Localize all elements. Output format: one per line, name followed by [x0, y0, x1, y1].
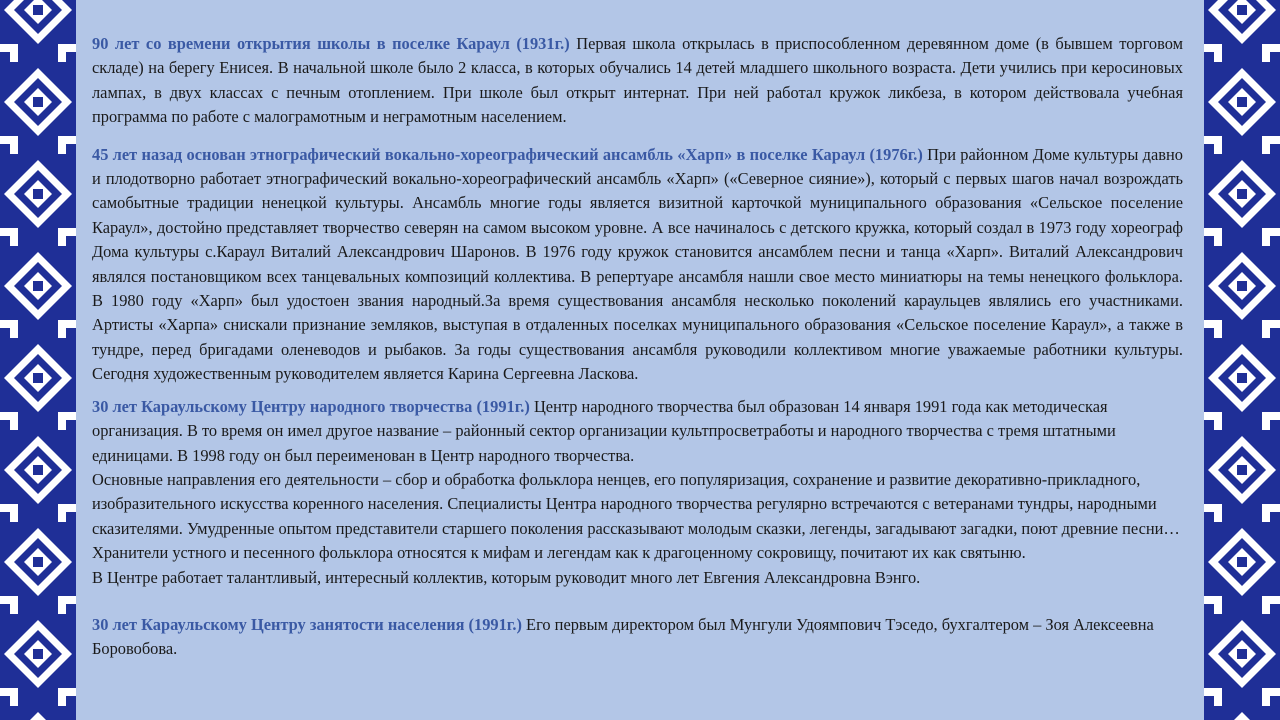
ornament-shape — [1262, 328, 1270, 338]
ornament-shape — [33, 189, 43, 199]
ornament-shape — [0, 504, 18, 512]
ornament-shape — [1262, 44, 1280, 52]
ornament-shape — [1204, 504, 1222, 512]
ornament-shape — [58, 52, 66, 62]
ornament-shape — [1262, 504, 1280, 512]
section-heading: 30 лет Караульскому Центру занятости населения (1991г.) — [92, 614, 522, 634]
ornament-shape — [1262, 412, 1280, 420]
section-text: При районном Доме культуры давно и плодотворно работает этнографический вокально-хореографический ансамбль «Харп» («Северное сияние»), который с первых шагов начал возрождать самобытные традиции ненецкой культуры. Ансамбль многие годы является визитной карточкой муниципального образования «Сельское поселение Караул», достойно представляет творчество северян на самом высоком уровне. А все начиналось с детского кружка, который создал в 1973 году хореограф Дома культуры с.Караул Виталий Александрович Шаронов. В 1976 году кружок становится ансамблем песни и танца «Харп». Виталий Александрович являлся постановщиком всех танцевальных композиций коллектива. В репертуаре ансамбля нашли свое место миниатюры на темы ненецкого фольклора. В 1980 году «Харп» был удостоен звания народный.За время существования ансамбля несколько поколений караульцев являлись его участниками. Артисты «Харпа» снискали признание земляков, выступая в отдаленных поселках муниципального образования «Сельское поселение Караул», а также в тундре, перед бригадами оленеводов и рыбаков. За годы существования ансамбля руководили коллективом многие уважаемые работники культуры. Сегодня художественным руководителем является Карина Сергеевна Ласкова. — [92, 144, 1183, 384]
ornament-shape — [0, 136, 18, 144]
section-text: Его первым директором был Мунгули Удоямпович Тэседо, бухгалтером – Зоя Алексеевна Боровобова. — [92, 614, 1154, 659]
section-heading: 90 лет со времени открытия школы в поселке Караул (1931г.) — [92, 34, 570, 53]
ornament-shape — [33, 465, 43, 475]
ornament-shape — [10, 512, 18, 522]
section-ensemble — [92, 143, 1183, 387]
ornament-shape — [0, 688, 18, 696]
ornament-shape — [1214, 144, 1222, 154]
ornament-shape — [1204, 596, 1222, 604]
ornament-shape — [1237, 465, 1247, 475]
ornament-shape — [58, 320, 76, 328]
ornament-shape — [58, 328, 66, 338]
ornament-shape — [1262, 512, 1270, 522]
ornament-shape — [1237, 97, 1247, 107]
ornament-shape — [10, 696, 18, 706]
nenets-ornament-icon — [0, 0, 76, 720]
ornament-shape — [10, 604, 18, 614]
ornament-shape — [1237, 557, 1247, 567]
ornament-shape — [1262, 688, 1280, 696]
ornament-shape — [58, 420, 66, 430]
ornament-shape — [1204, 228, 1222, 236]
section-folk-center — [92, 395, 1183, 468]
ornament-shape — [58, 412, 76, 420]
ornament-shape — [33, 97, 43, 107]
ornament-shape — [58, 236, 66, 246]
ornament-shape — [58, 144, 66, 154]
ornament-shape — [33, 281, 43, 291]
ornament-shape — [58, 512, 66, 522]
ornament-shape — [58, 136, 76, 144]
ornament-shape — [1214, 328, 1222, 338]
ornament-shape — [1214, 52, 1222, 62]
ornament-shape — [58, 604, 66, 614]
section-employment-center — [92, 613, 1183, 662]
ornament-shape — [1204, 136, 1222, 144]
ornament-shape — [58, 688, 76, 696]
ornament-shape — [58, 228, 76, 236]
ornament-shape — [1208, 712, 1276, 720]
ornament-shape — [1262, 144, 1270, 154]
ornament-shape — [33, 557, 43, 567]
ornament-shape — [1237, 281, 1247, 291]
ornament-shape — [58, 596, 76, 604]
ornament-shape — [10, 420, 18, 430]
ornament-shape — [1214, 604, 1222, 614]
ornament-shape — [1262, 136, 1280, 144]
ornament-shape — [1214, 420, 1222, 430]
section-folk-center-extra: Основные направления его деятельности – сбор и обработка фольклора ненцев, его популяризация, сохранение и развитие декоративно-прикладного, изобразительного искусства коренного населения. Специалисты Центра народного творчества регулярно встречаются с ветеранами тундры, народными сказителями. Умудренные опытом представители старшего поколения рассказывают молодым сказки, легенды, загадывают загадки, поют древние песни… Хранители устного и песенного фольклора относятся к мифам и легендам как к драгоценному сокровищу, почитают их как святыню. — [92, 469, 1180, 563]
ornament-shape — [1237, 373, 1247, 383]
ornament-shape — [1262, 420, 1270, 430]
ornament-shape — [1262, 228, 1280, 236]
ornament-shape — [1262, 696, 1270, 706]
ornament-shape — [1204, 320, 1222, 328]
ornament-shape — [1237, 649, 1247, 659]
ornament-shape — [1214, 236, 1222, 246]
ornament-shape — [10, 144, 18, 154]
ornament-shape — [1262, 596, 1280, 604]
ornament-shape — [4, 712, 72, 720]
section-heading: 30 лет Караульскому Центру народного творчества (1991г.) — [92, 396, 530, 416]
ornament-shape — [1262, 236, 1270, 246]
main-text — [92, 32, 1183, 662]
section-folk-center-extra: В Центре работает талантливый, интересный коллектив, которым руководит много лет Евгения Александровна Вэнго. — [92, 567, 921, 587]
ornament-shape — [1204, 412, 1222, 420]
ornament-shape — [33, 373, 43, 383]
ornament-shape — [0, 412, 18, 420]
ornament-shape — [0, 44, 18, 52]
ornament-shape — [33, 649, 43, 659]
section-school — [92, 32, 1183, 130]
ornament-shape — [1262, 52, 1270, 62]
section-text: Центр народного творчества был образован 14 января 1991 года как методическая организация. В то время он имел другое название – районный сектор организации культпросветработы и народного творчества с тремя штатными единицами. В 1998 году он был переименован в Центр народного творчества. — [92, 396, 1116, 465]
ornament-shape — [58, 44, 76, 52]
nenets-ornament-icon — [1204, 0, 1280, 720]
ornament-shape — [58, 696, 66, 706]
section-heading: 45 лет назад основан этнографический вокально-хореографический ансамбль «Харп» в поселке Караул (1976г.) — [92, 144, 923, 164]
ornament-shape — [1214, 696, 1222, 706]
ornament-shape — [33, 5, 43, 15]
section-text: Первая школа открылась в приспособленном деревянном доме (в бывшем торговом складе) на берегу Енисея. В начальной школе было 2 класса, в которых обучались 14 детей младшего школьного возраста. Дети учились при керосиновых лампах, в двух классах с печным отоплением. При школе был открыт интернат. При ней работал кружок ликбеза, в котором действовала учебная программа по работе с малограмотным и неграмотным населением. — [92, 34, 1183, 127]
right-ornament-border — [1204, 0, 1280, 720]
ornament-shape — [1262, 320, 1280, 328]
ornament-shape — [10, 52, 18, 62]
ornament-shape — [1237, 189, 1247, 199]
ornament-shape — [10, 328, 18, 338]
ornament-shape — [0, 228, 18, 236]
ornament-shape — [1262, 604, 1270, 614]
ornament-shape — [1237, 5, 1247, 15]
ornament-shape — [1204, 44, 1222, 52]
ornament-shape — [1204, 688, 1222, 696]
ornament-shape — [58, 504, 76, 512]
ornament-shape — [0, 320, 18, 328]
ornament-shape — [0, 596, 18, 604]
ornament-shape — [10, 236, 18, 246]
left-ornament-border — [0, 0, 76, 720]
ornament-shape — [1214, 512, 1222, 522]
